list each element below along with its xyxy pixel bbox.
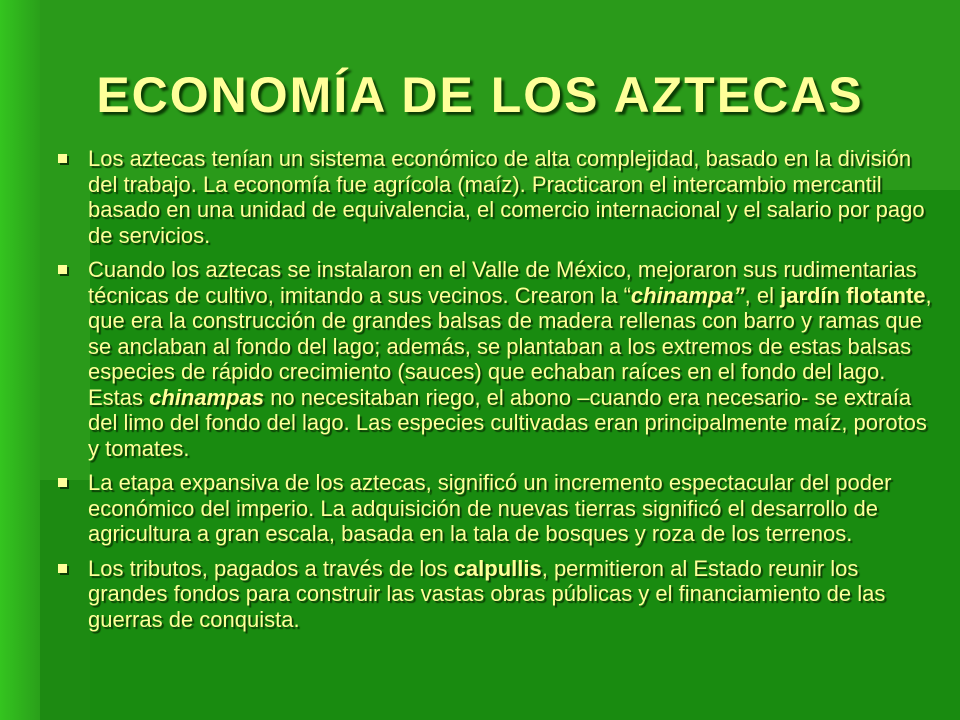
chinampa-term: chinampa” <box>630 282 745 308</box>
chinampas-term: chinampas <box>149 384 265 410</box>
slide-title: ECONOMÍA DE LOS AZTECAS <box>96 67 864 123</box>
bullet-item-chinampas <box>56 257 932 461</box>
square-bullet-icon <box>58 564 67 573</box>
jardin-flotante-term: jardín flotante <box>780 282 926 308</box>
square-bullet-icon <box>58 265 67 274</box>
bullet-text-part: Cuando los aztecas se instalaron en el Valle de México, mejoraron sus rudimentarias técnicas de cultivo, imitando a sus vecinos. Crearon la “ <box>88 257 917 308</box>
bullet-text-part: Los tributos, pagados a través de los <box>88 555 454 581</box>
bullet-text: Los aztecas tenían un sistema económico de alta complejidad, basado en la división del trabajo. La economía fue agrícola (maíz). Practicaron el intercambio mercantil basado en una unidad de equivalencia, el comercio internacional y el salario por pago de servicios. <box>88 146 925 248</box>
bullet-text: La etapa expansiva de los aztecas, significó un incremento espectacular del poder económico del imperio. La adquisición de nuevas tierras significó el desarrollo de agricultura a gran escala, basada en la tala de bosques y roza de los terrenos. <box>88 470 892 546</box>
bullet-text-part: , el <box>744 282 781 308</box>
square-bullet-icon <box>58 154 67 163</box>
bullet-item-division-trabajo <box>56 146 932 248</box>
calpullis-term: calpullis <box>453 555 542 581</box>
bullet-text-part: , que era la construcción de grandes balsas de madera rellenas con barro y ramas que se anclaban al fondo del lago; además, se plantaban a los extremos de estas balsas especies de rápido crecimiento (sauces) que echaban raíces en el fondo del lago. Estas <box>88 282 932 410</box>
bullet-item-etapa-expansiva <box>56 470 932 547</box>
bullet-list <box>56 146 932 641</box>
bullet-item-tributos <box>56 556 932 633</box>
bullet-text-part: , permitieron al Estado reunir los grandes fondos para construir las vastas obras públicas y el financiamiento de las guerras de conquista. <box>88 555 886 632</box>
square-bullet-icon <box>58 478 67 487</box>
bullet-text-part: no necesitaban riego, el abono –cuando era necesario- se extraía del limo del fondo del lago. Las especies cultivadas eran principalmente maíz, porotos y tomates. <box>88 384 927 461</box>
